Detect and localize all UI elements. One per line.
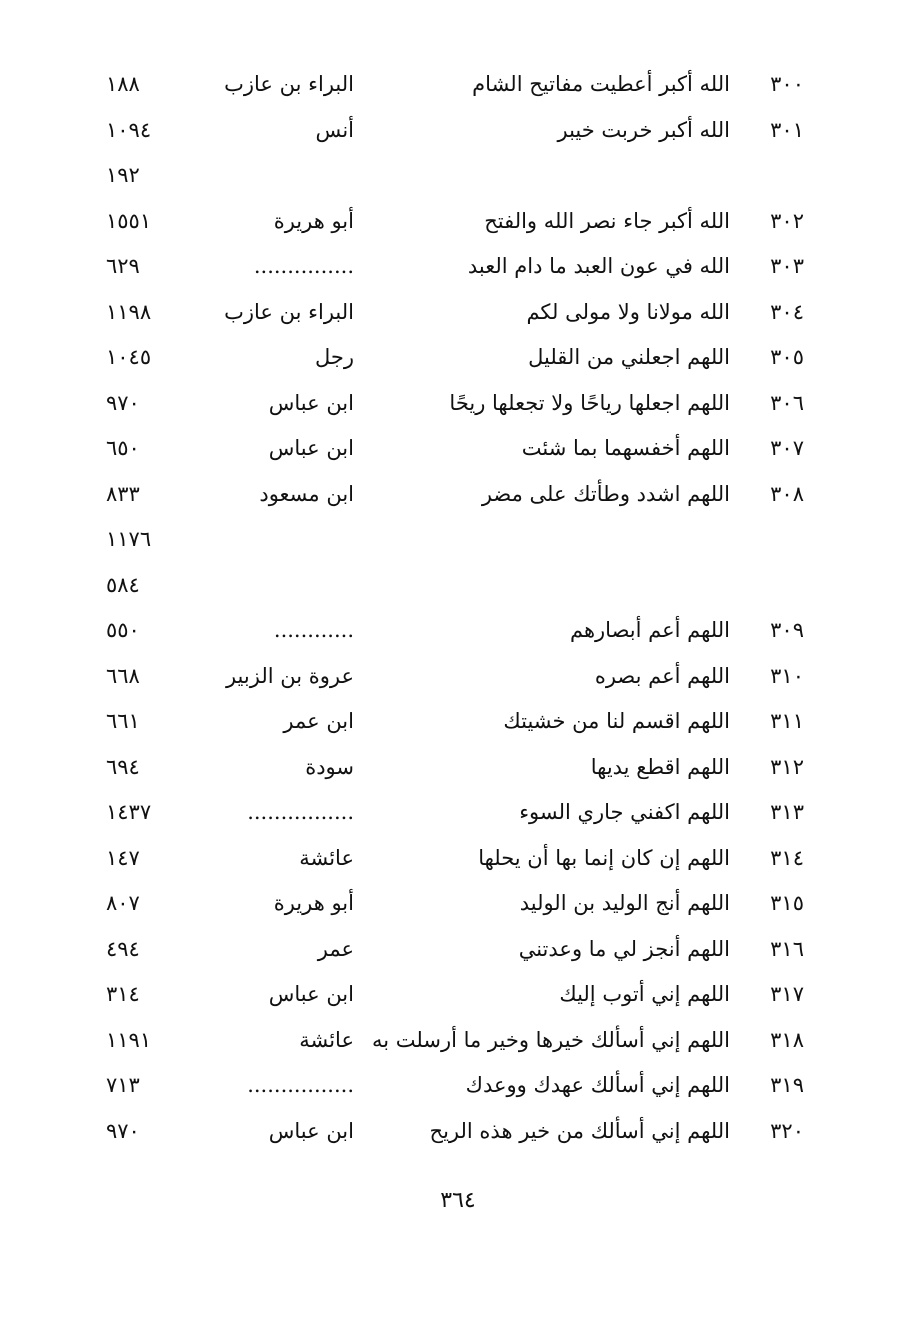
entry-number: ٣١٢ [770, 754, 804, 779]
entry-number: ٣١٦ [770, 936, 804, 961]
page-reference: ٩٧٠ [106, 1118, 140, 1143]
index-row [0, 881, 916, 927]
page-reference: ١٩٢ [106, 163, 140, 187]
hadith-text: اللهم إني أتوب إليك [559, 982, 730, 1006]
page-reference: ٨٠٧ [106, 891, 140, 915]
entry-number: ٣٠٤ [770, 299, 804, 324]
hadith-text: الله في عون العبد ما دام العبد [467, 254, 730, 278]
hadith-text: اللهم اشدد وطأتك على مضر [481, 481, 730, 506]
page-reference: ١١٩٨ [106, 299, 152, 324]
entry-number: ٣٠٧ [770, 436, 804, 460]
narrator-name: ابن عباس [268, 390, 354, 415]
page-reference: ١١٩١ [106, 1027, 152, 1052]
index-row [0, 108, 916, 154]
hadith-text: الله أكبر جاء نصر الله والفتح [484, 208, 730, 233]
entry-number: ٣١٩ [770, 1073, 804, 1097]
hadith-text: اللهم إني أسألك من خير هذه الريح [429, 1118, 730, 1143]
entry-number: ٣١٥ [770, 891, 804, 915]
index-row [0, 1018, 916, 1064]
page-reference: ١٨٨ [106, 72, 140, 96]
page-reference: ١٥٥١ [106, 208, 152, 233]
hadith-text: اللهم أنجز لي ما وعدتني [518, 936, 730, 961]
narrator-name: عروة بن الزبير [225, 663, 354, 688]
index-row [0, 1063, 916, 1109]
hadith-text: اللهم اجعلها رياحًا ولا تجعلها ريحًا [449, 390, 730, 415]
index-row [0, 1109, 916, 1155]
narrator-name: أبو هريرة [273, 208, 354, 233]
hadith-text: اللهم إني أسألك عهدك ووعدك [465, 1073, 730, 1097]
page-reference: ٦٦٨ [106, 663, 140, 688]
index-row [0, 790, 916, 836]
index-row [0, 836, 916, 882]
index-row [0, 153, 916, 199]
narrator-name: أنس [315, 117, 354, 142]
page-reference: ٨٣٣ [106, 481, 140, 506]
index-row [0, 244, 916, 290]
index-row [0, 199, 916, 245]
entry-number [744, 517, 804, 563]
hadith-text: الله مولانا ولا مولى لكم [526, 299, 730, 324]
entry-number: ٣١٨ [770, 1027, 804, 1052]
index-row [0, 335, 916, 381]
index-row [0, 654, 916, 700]
entry-number: ٣١١ [770, 709, 804, 733]
entry-number: ٣٠٦ [770, 390, 804, 415]
page-reference: ٤٩٤ [106, 936, 140, 961]
index-row [0, 608, 916, 654]
hadith-text: اللهم أنج الوليد بن الوليد [519, 891, 730, 915]
entry-number: ٣٠٥ [770, 345, 804, 369]
page-reference: ٦٩٤ [106, 754, 140, 779]
index-row [0, 745, 916, 791]
entry-number: ٣٠٨ [770, 481, 804, 506]
index-row [0, 472, 916, 518]
page-reference: ١٤٣٧ [106, 800, 152, 824]
index-row [0, 426, 916, 472]
page-reference: ٥٨٤ [106, 572, 140, 597]
narrator-name: ............... [253, 254, 354, 278]
index-row [0, 381, 916, 427]
index-row [0, 517, 916, 563]
hadith-text: اللهم اقسم لنا من خشيتك [503, 709, 730, 733]
narrator-name: البراء بن عازب [224, 72, 354, 96]
entry-number: ٣١٣ [770, 800, 804, 824]
entry-number: ٣٢٠ [770, 1118, 804, 1143]
entry-number: ٣٠٠ [770, 72, 804, 96]
page-reference: ٦٦١ [106, 709, 140, 733]
hadith-text: اللهم أعم بصره [594, 663, 730, 688]
page-reference: ١٠٤٥ [106, 345, 152, 369]
page-reference: ٦٥٠ [106, 436, 140, 460]
index-row [0, 563, 916, 609]
index-row [0, 699, 916, 745]
page-reference: ٦٢٩ [106, 254, 140, 278]
index-row [0, 290, 916, 336]
hadith-text: اللهم إني أسألك خيرها وخير ما أرسلت به [372, 1027, 730, 1052]
entry-number [744, 153, 804, 199]
narrator-name: رجل [314, 345, 354, 369]
page-reference: ٧١٣ [106, 1073, 140, 1097]
entry-number: ٣٠٣ [770, 254, 804, 278]
index-row [0, 927, 916, 973]
page-reference: ١١٧٦ [106, 527, 152, 551]
narrator-name: عائشة [299, 845, 354, 870]
narrator-name: ................ [247, 800, 354, 824]
page-reference: ٩٧٠ [106, 390, 140, 415]
index-entries [0, 62, 916, 1154]
page-reference: ٣١٤ [106, 982, 140, 1006]
hadith-text: الله أكبر خربت خيبر [557, 117, 730, 142]
hadith-text: اللهم أعم أبصارهم [569, 618, 730, 642]
hadith-text: اللهم اكفني جاري السوء [519, 800, 730, 824]
narrator-name: ................ [247, 1073, 354, 1097]
entry-number: ٣١٧ [770, 982, 804, 1006]
hadith-text: اللهم اجعلني من القليل [528, 345, 730, 369]
narrator-name: سودة [305, 754, 354, 779]
narrator-name: ............ [273, 618, 354, 642]
page-reference: ١٠٩٤ [106, 117, 152, 142]
narrator-name: ابن عباس [268, 982, 354, 1006]
hadith-text: اللهم أخفسهما بما شئت [521, 436, 730, 460]
entry-number: ٣٠١ [770, 117, 804, 142]
entry-number [744, 563, 804, 609]
narrator-name: ابن عباس [268, 1118, 354, 1143]
narrator-name: البراء بن عازب [224, 299, 354, 324]
hadith-text: اللهم اقطع يديها [590, 754, 730, 779]
entry-number: ٣١٤ [770, 845, 804, 870]
page-number: ٣٦٤ [440, 1188, 476, 1213]
hadith-text: اللهم إن كان إنما بها أن يحلها [478, 845, 730, 870]
index-row [0, 972, 916, 1018]
narrator-name: ابن عباس [268, 436, 354, 460]
entry-number: ٣٠٢ [770, 208, 804, 233]
narrator-name: عمر [317, 936, 354, 961]
narrator-name: عائشة [299, 1027, 354, 1052]
narrator-name: ابن عمر [283, 709, 354, 733]
index-row [0, 62, 916, 108]
entry-number: ٣٠٩ [770, 618, 804, 642]
page-reference: ١٤٧ [106, 845, 140, 870]
page-reference: ٥٥٠ [106, 618, 140, 642]
entry-number: ٣١٠ [770, 663, 804, 688]
hadith-text: الله أكبر أعطيت مفاتيح الشام [472, 72, 730, 96]
narrator-name: ابن مسعود [259, 481, 354, 506]
narrator-name: أبو هريرة [273, 891, 354, 915]
